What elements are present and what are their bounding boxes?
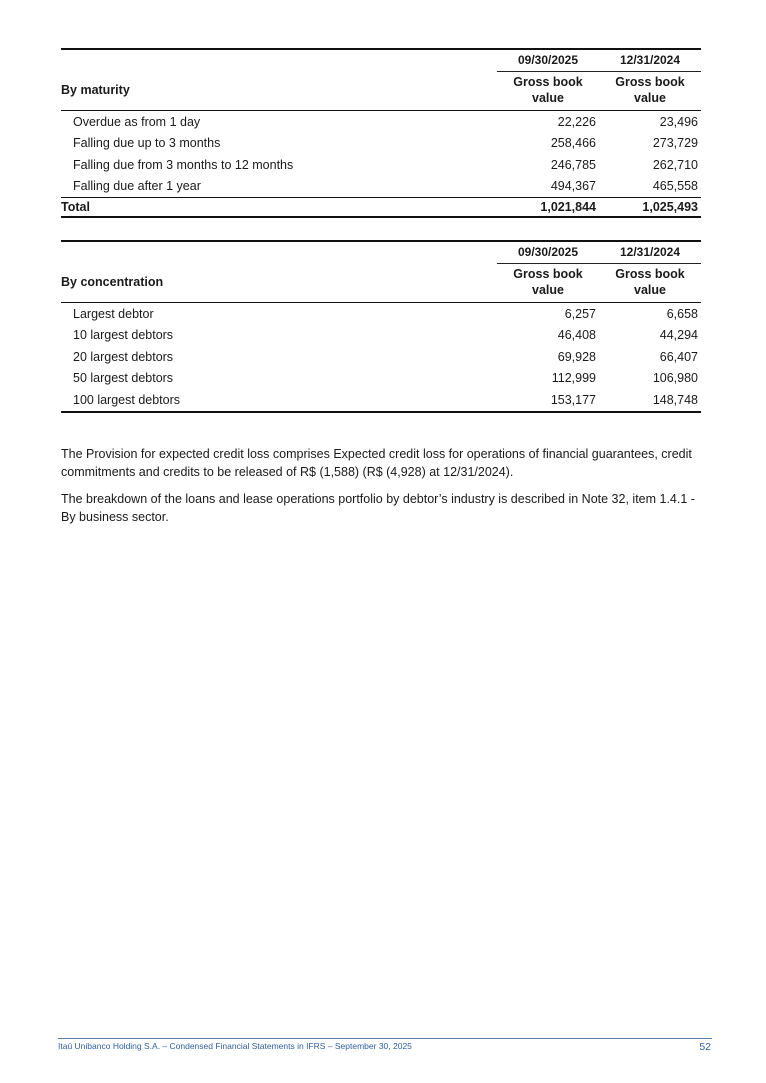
header-divider: [497, 263, 701, 264]
column-header: Gross book value: [513, 267, 583, 297]
column-header: Gross book value: [615, 75, 685, 105]
table-row: [61, 111, 701, 133]
date-header: 12/31/2024: [619, 245, 681, 259]
cell-value: 262,710: [652, 157, 698, 172]
date-header: 12/31/2024: [619, 53, 681, 67]
table-bottom-rule: [61, 411, 701, 413]
page-number: 52: [699, 1041, 711, 1053]
row-label: 50 largest debtors: [73, 371, 174, 386]
table-header: [61, 242, 701, 302]
note-paragraph: The Provision for expected credit loss comprises Expected credit loss for operations of financial guarantees, credit commitments and credits to be released of R$ (1,588) (R$ (4,928) at 12/31/2024).: [61, 447, 692, 479]
cell-value: 246,785: [550, 157, 596, 172]
cell-value: 6,658: [666, 306, 698, 321]
table-title: By concentration: [61, 275, 164, 289]
total-value: 1,025,493: [642, 200, 698, 214]
note-paragraph: The breakdown of the loans and lease operations portfolio by debtor’s industry is described in Note 32, item 1.4.1 - By business sector.: [61, 492, 695, 524]
row-label: Falling due up to 3 months: [73, 136, 221, 151]
header-divider: [497, 71, 701, 72]
row-label: Falling due after 1 year: [73, 179, 201, 194]
cell-value: 23,496: [659, 114, 698, 129]
table-row: [61, 154, 701, 176]
cell-value: 106,980: [652, 371, 698, 386]
concentration-table: [61, 240, 701, 413]
cell-value: 465,558: [652, 179, 698, 194]
row-label: 20 largest debtors: [73, 349, 174, 364]
row-label: Largest debtor: [73, 306, 154, 321]
table-row: [61, 133, 701, 155]
cell-value: 153,177: [550, 392, 596, 407]
table-title: By maturity: [61, 83, 130, 97]
date-header: 09/30/2025: [517, 245, 579, 259]
cell-value: 273,729: [652, 136, 698, 151]
column-header: Gross book value: [615, 267, 685, 297]
row-label: 10 largest debtors: [73, 328, 174, 343]
cell-value: 494,367: [550, 179, 596, 194]
cell-value: 258,466: [550, 136, 596, 151]
table-row: [61, 389, 701, 411]
table-row: [61, 303, 701, 325]
table-header: [61, 50, 701, 110]
cell-value: 22,226: [557, 114, 596, 129]
cell-value: 6,257: [564, 306, 596, 321]
date-header: 09/30/2025: [517, 53, 579, 67]
footer-text: Itaú Unibanco Holding S.A. – Condensed Financial Statements in IFRS – September 30, 2025: [58, 1041, 412, 1051]
cell-value: 46,408: [557, 328, 596, 343]
cell-value: 112,999: [551, 371, 596, 386]
cell-value: 66,407: [659, 349, 698, 364]
cell-value: 148,748: [652, 392, 698, 407]
table-row: [61, 325, 701, 347]
row-label: 100 largest debtors: [73, 392, 181, 407]
total-value: 1,021,844: [540, 200, 596, 214]
row-label: Falling due from 3 months to 12 months: [73, 157, 294, 172]
footer-rule: [58, 1038, 712, 1039]
total-row: [61, 197, 701, 218]
table-row: [61, 346, 701, 368]
total-label: Total: [61, 200, 90, 214]
column-header: Gross book value: [513, 75, 583, 105]
cell-value: 69,928: [557, 349, 596, 364]
cell-value: 44,294: [659, 328, 698, 343]
row-label: Overdue as from 1 day: [73, 114, 201, 129]
table-row: [61, 176, 701, 198]
maturity-table: [61, 48, 701, 218]
table-row: [61, 368, 701, 390]
